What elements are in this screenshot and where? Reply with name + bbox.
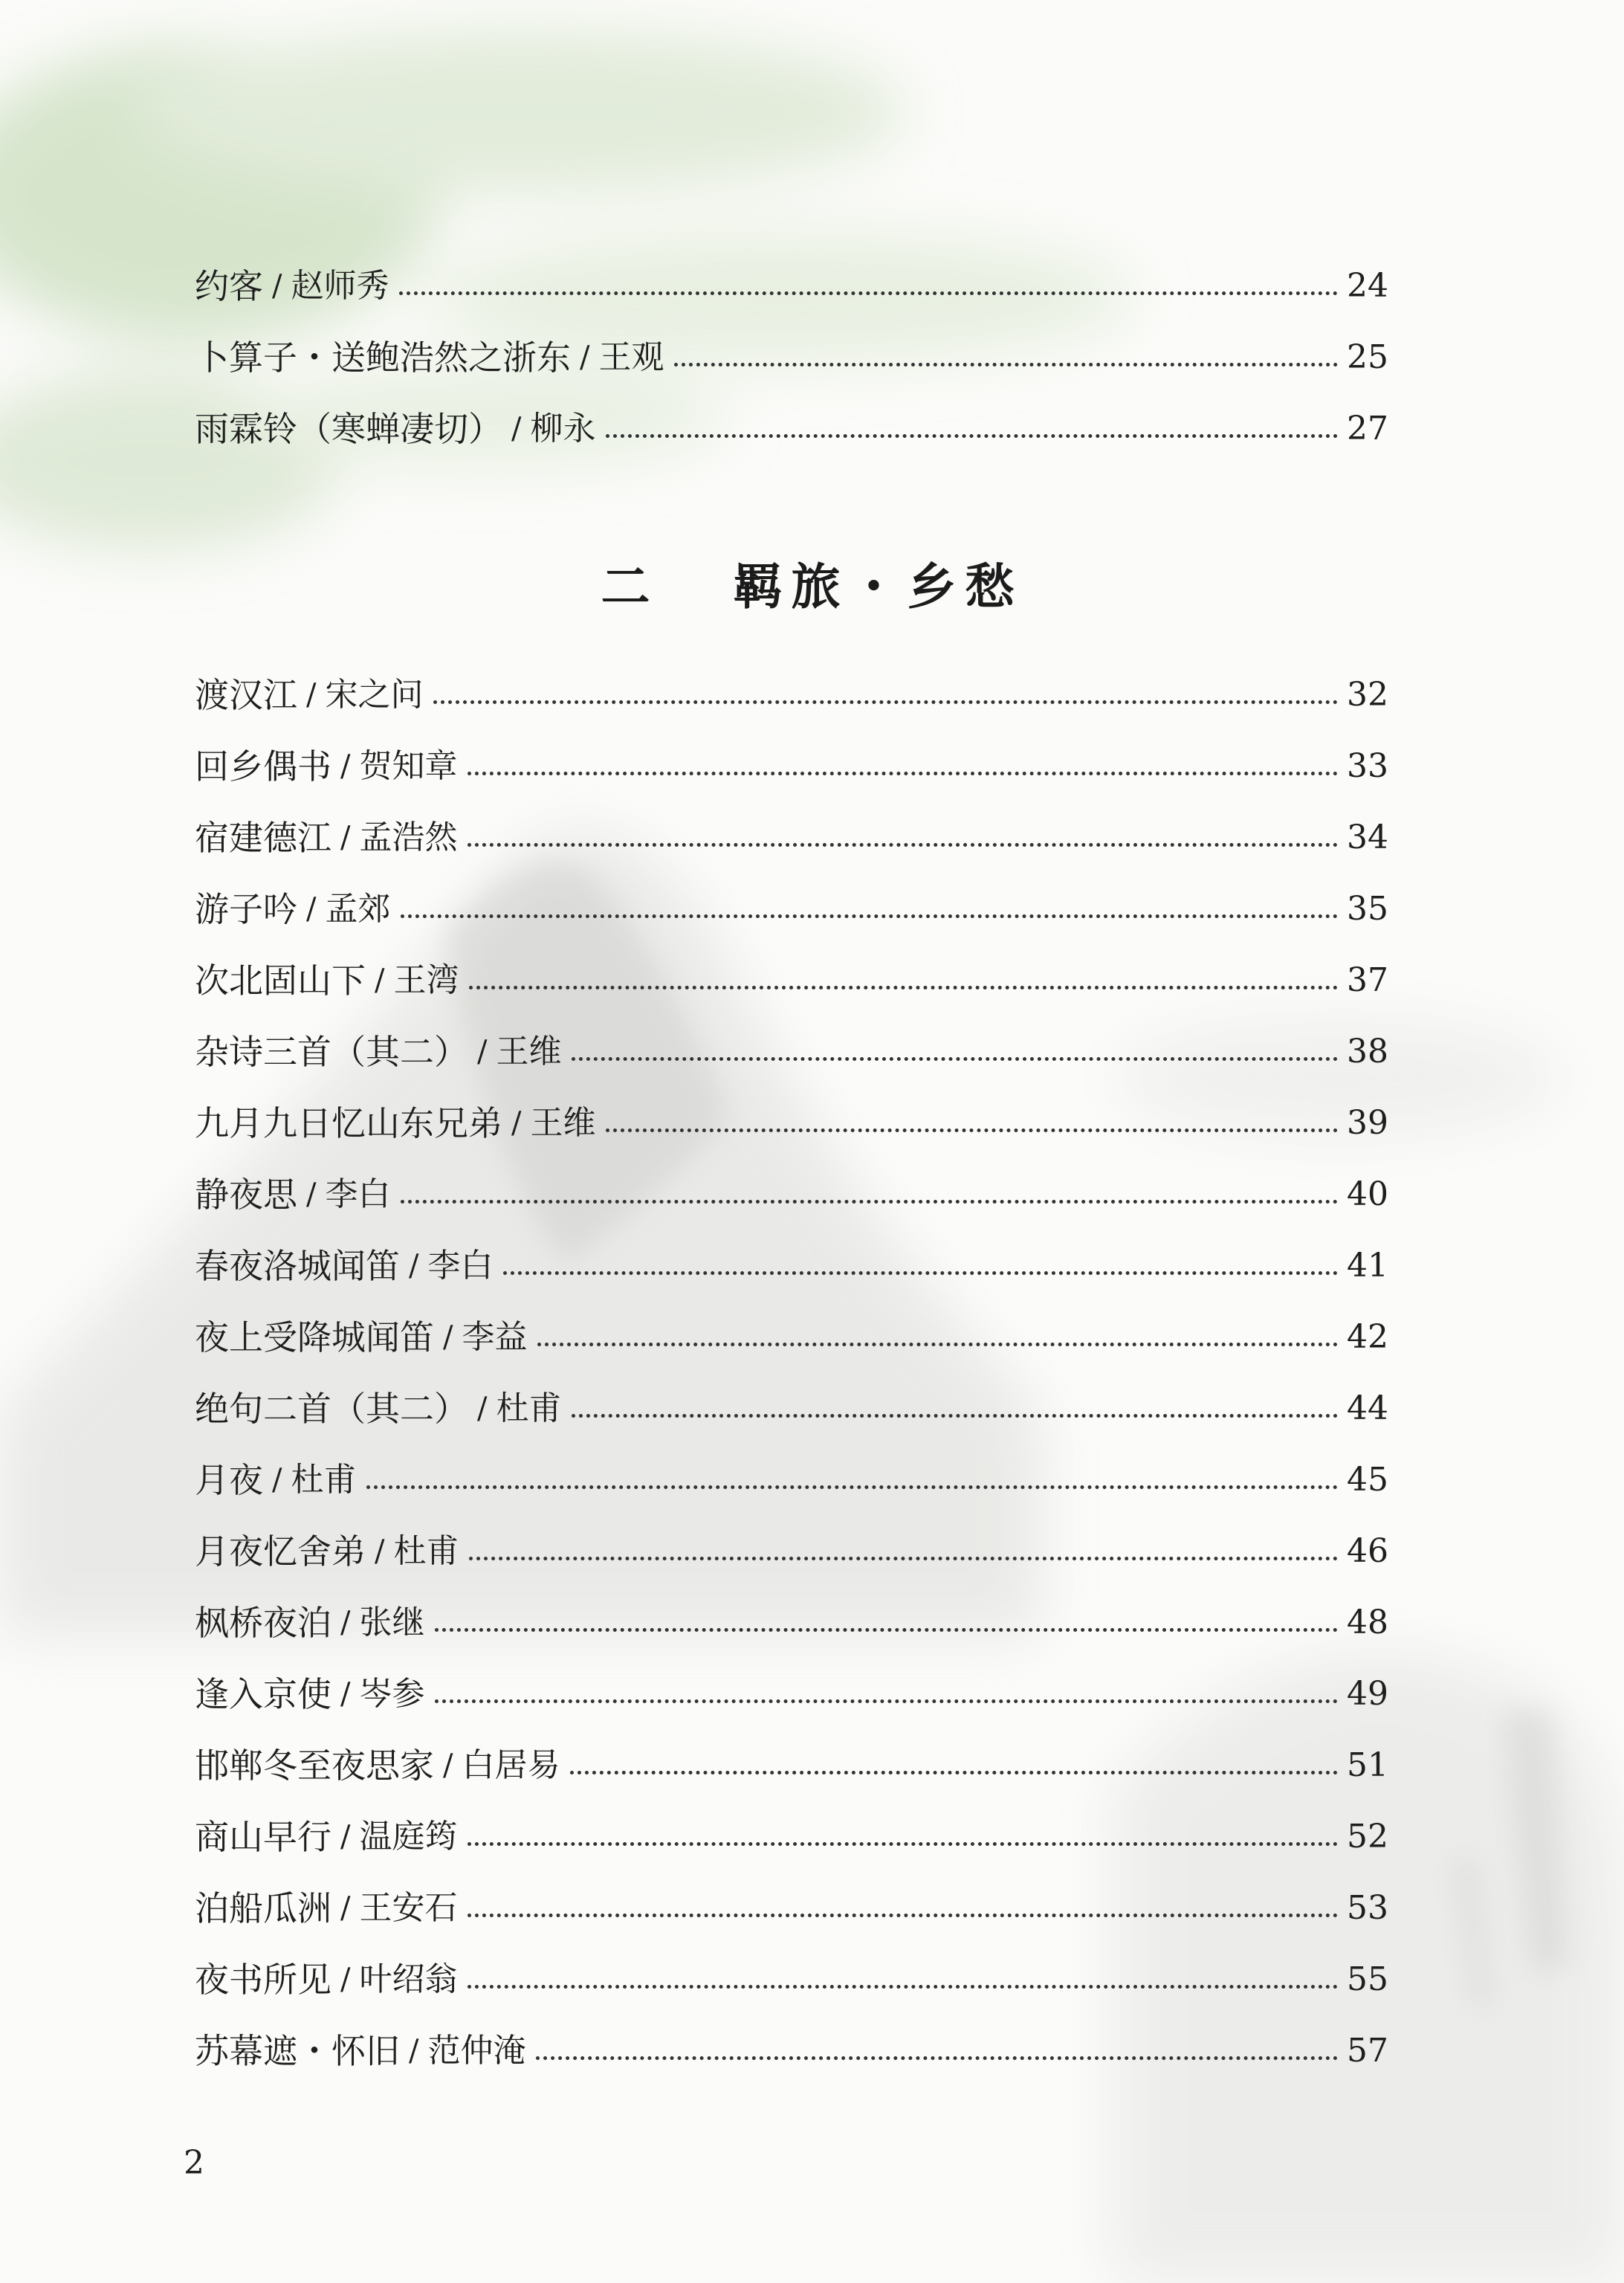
dot-leader (433, 700, 1338, 704)
entry-separator: / (340, 1606, 351, 1640)
toc-entry[interactable] (195, 879, 1388, 931)
dot-leader (435, 1699, 1338, 1703)
toc-entry[interactable] (195, 1236, 1388, 1288)
entry-page-number: 44 (1347, 1389, 1388, 1427)
entry-author: 赵师秀 (291, 267, 389, 305)
entry-page-number: 46 (1347, 1532, 1388, 1570)
section-two-heading (0, 554, 1624, 621)
dot-leader (606, 1128, 1338, 1132)
entry-page-number: 25 (1347, 338, 1388, 376)
entry-title: 泊船瓜洲 (195, 1888, 331, 1928)
entry-separator: / (443, 1320, 453, 1354)
entry-separator: / (306, 678, 317, 712)
entry-separator: / (306, 1178, 317, 1212)
entry-title: 回乡偶书 (195, 746, 331, 787)
toc-entry[interactable] (195, 1094, 1388, 1146)
entry-page-number: 41 (1347, 1247, 1388, 1285)
entry-title: 绝句二首（其二） (195, 1389, 468, 1429)
entry-page-number: 27 (1347, 410, 1388, 448)
entry-page-number: 35 (1347, 890, 1388, 928)
entry-author: 白居易 (462, 1746, 560, 1784)
section-number: 二 (601, 558, 659, 616)
dot-leader (468, 1842, 1338, 1846)
dot-leader (570, 1771, 1338, 1775)
entry-author: 王维 (496, 1033, 562, 1071)
entry-title: 逢入京使 (195, 1674, 331, 1714)
entry-separator: / (340, 1820, 351, 1854)
dot-leader (469, 986, 1338, 989)
entry-separator: / (272, 269, 282, 303)
dot-leader (572, 1057, 1338, 1061)
entry-separator: / (306, 892, 317, 926)
dot-leader (572, 1414, 1338, 1418)
entry-page-number: 52 (1347, 1818, 1388, 1856)
entry-title: 夜书所见 (195, 1960, 331, 2000)
entry-separator: / (340, 1963, 351, 1997)
toc-entry[interactable] (195, 1879, 1388, 1931)
entry-title: 邯郸冬至夜思家 (195, 1746, 434, 1786)
toc-entry[interactable] (195, 256, 1388, 309)
toc-entry[interactable] (195, 1522, 1388, 1574)
dot-leader (537, 1343, 1338, 1346)
toc-entry[interactable] (195, 1664, 1388, 1717)
entry-author: 温庭筠 (359, 1818, 458, 1856)
entry-title: 九月九日忆山东兄弟 (195, 1103, 502, 1143)
entry-title: 卜算子・送鲍浩然之浙东 (195, 338, 571, 378)
toc-entry[interactable] (195, 951, 1388, 1003)
entry-author: 王湾 (393, 961, 459, 999)
toc-entry[interactable] (195, 1736, 1388, 1788)
entry-page-number: 55 (1347, 1960, 1388, 1998)
toc-entry[interactable] (195, 2021, 1388, 2073)
entry-title: 春夜洛城闻笛 (195, 1246, 400, 1286)
dot-leader (366, 1485, 1338, 1489)
entry-author: 杜甫 (291, 1461, 357, 1499)
entry-author: 张继 (359, 1604, 425, 1641)
entry-title: 商山早行 (195, 1817, 331, 1857)
entry-author: 王维 (530, 1104, 596, 1142)
entry-separator: / (340, 749, 351, 784)
entry-separator: / (580, 340, 590, 375)
entry-page-number: 48 (1347, 1604, 1388, 1641)
entry-page-number: 45 (1347, 1461, 1388, 1499)
entry-separator: / (375, 963, 385, 998)
entry-separator: / (340, 1891, 351, 1925)
entry-page-number: 38 (1347, 1033, 1388, 1071)
entry-title: 枫桥夜泊 (195, 1603, 331, 1643)
entry-author: 孟郊 (325, 890, 391, 928)
toc-entry[interactable] (195, 1807, 1388, 1859)
dot-leader (468, 1985, 1338, 1989)
entry-title: 约客 (195, 266, 263, 306)
entry-author: 王安石 (359, 1889, 458, 1927)
entry-title: 次北固山下 (195, 960, 366, 1001)
entry-separator: / (477, 1035, 488, 1069)
entry-title: 渡汉江 (195, 675, 297, 715)
entry-page-number: 33 (1347, 747, 1388, 785)
entry-separator: / (340, 821, 351, 855)
entry-author: 范仲淹 (427, 2032, 526, 2070)
entry-separator: / (511, 412, 522, 446)
toc-entry[interactable] (195, 1165, 1388, 1217)
entry-separator: / (443, 1748, 453, 1783)
entry-separator: / (409, 2034, 419, 2068)
entry-author: 孟浩然 (359, 818, 458, 856)
entry-page-number: 37 (1347, 961, 1388, 999)
entry-page-number: 57 (1347, 2032, 1388, 2070)
toc-entry[interactable] (195, 1593, 1388, 1645)
toc-entry[interactable] (195, 328, 1388, 380)
entry-author: 王观 (598, 338, 664, 376)
toc-entry[interactable] (195, 1450, 1388, 1502)
entry-title: 雨霖铃（寒蝉凄切） (195, 409, 502, 449)
entry-page-number: 51 (1347, 1746, 1388, 1784)
entry-separator: / (272, 1463, 282, 1497)
toc-entry[interactable] (195, 1379, 1388, 1431)
dot-leader (536, 2056, 1338, 2060)
dot-leader (606, 434, 1338, 438)
toc-entry[interactable] (195, 1022, 1388, 1074)
entry-author: 杜甫 (393, 1532, 459, 1570)
entry-title: 杂诗三首（其二） (195, 1032, 468, 1072)
section-title: 羁旅・乡愁 (733, 558, 1023, 616)
page-footer-number: 2 (184, 2144, 204, 2182)
entry-page-number: 34 (1347, 818, 1388, 856)
toc-entry[interactable] (195, 808, 1388, 860)
entry-page-number: 24 (1347, 267, 1388, 305)
dot-leader (468, 843, 1338, 847)
dot-leader (401, 1200, 1338, 1204)
entry-page-number: 53 (1347, 1889, 1388, 1927)
dot-leader (468, 1914, 1338, 1917)
toc-entry[interactable] (195, 737, 1388, 789)
entry-page-number: 39 (1347, 1104, 1388, 1142)
entry-page-number: 49 (1347, 1675, 1388, 1713)
entry-author: 李益 (462, 1318, 528, 1356)
entry-author: 李白 (427, 1247, 494, 1285)
entry-author: 宋之问 (325, 676, 424, 714)
toc-entry[interactable] (195, 665, 1388, 717)
toc-entry[interactable] (195, 1950, 1388, 2002)
dot-leader (503, 1271, 1338, 1275)
dot-leader (468, 772, 1338, 775)
dot-leader (399, 291, 1338, 295)
dot-leader (401, 914, 1338, 918)
entry-title: 夜上受降城闻笛 (195, 1317, 434, 1357)
entry-author: 李白 (325, 1175, 391, 1213)
entry-author: 叶绍翁 (359, 1960, 458, 1998)
dot-leader (435, 1628, 1338, 1632)
entry-title: 月夜 (195, 1460, 263, 1500)
dot-leader (469, 1557, 1338, 1560)
entry-page-number: 40 (1347, 1175, 1388, 1213)
entry-separator: / (511, 1106, 522, 1140)
entry-page-number: 42 (1347, 1318, 1388, 1356)
entry-title: 宿建德江 (195, 818, 331, 858)
entry-page-number: 32 (1347, 676, 1388, 714)
entry-title: 游子吟 (195, 889, 297, 929)
entry-separator: / (375, 1534, 385, 1569)
entry-separator: / (409, 1249, 419, 1283)
toc-entry[interactable] (195, 399, 1388, 451)
entry-author: 杜甫 (496, 1389, 562, 1427)
entry-author: 岑参 (359, 1675, 425, 1713)
entry-title: 月夜忆舍弟 (195, 1531, 366, 1572)
entry-separator: / (340, 1677, 351, 1711)
dot-leader (674, 363, 1338, 366)
entry-separator: / (477, 1392, 488, 1426)
entry-author: 柳永 (530, 410, 596, 448)
entry-author: 贺知章 (359, 747, 458, 785)
entry-title: 静夜思 (195, 1175, 297, 1215)
toc-entry[interactable] (195, 1308, 1388, 1360)
entry-title: 苏幕遮・怀旧 (195, 2031, 400, 2071)
